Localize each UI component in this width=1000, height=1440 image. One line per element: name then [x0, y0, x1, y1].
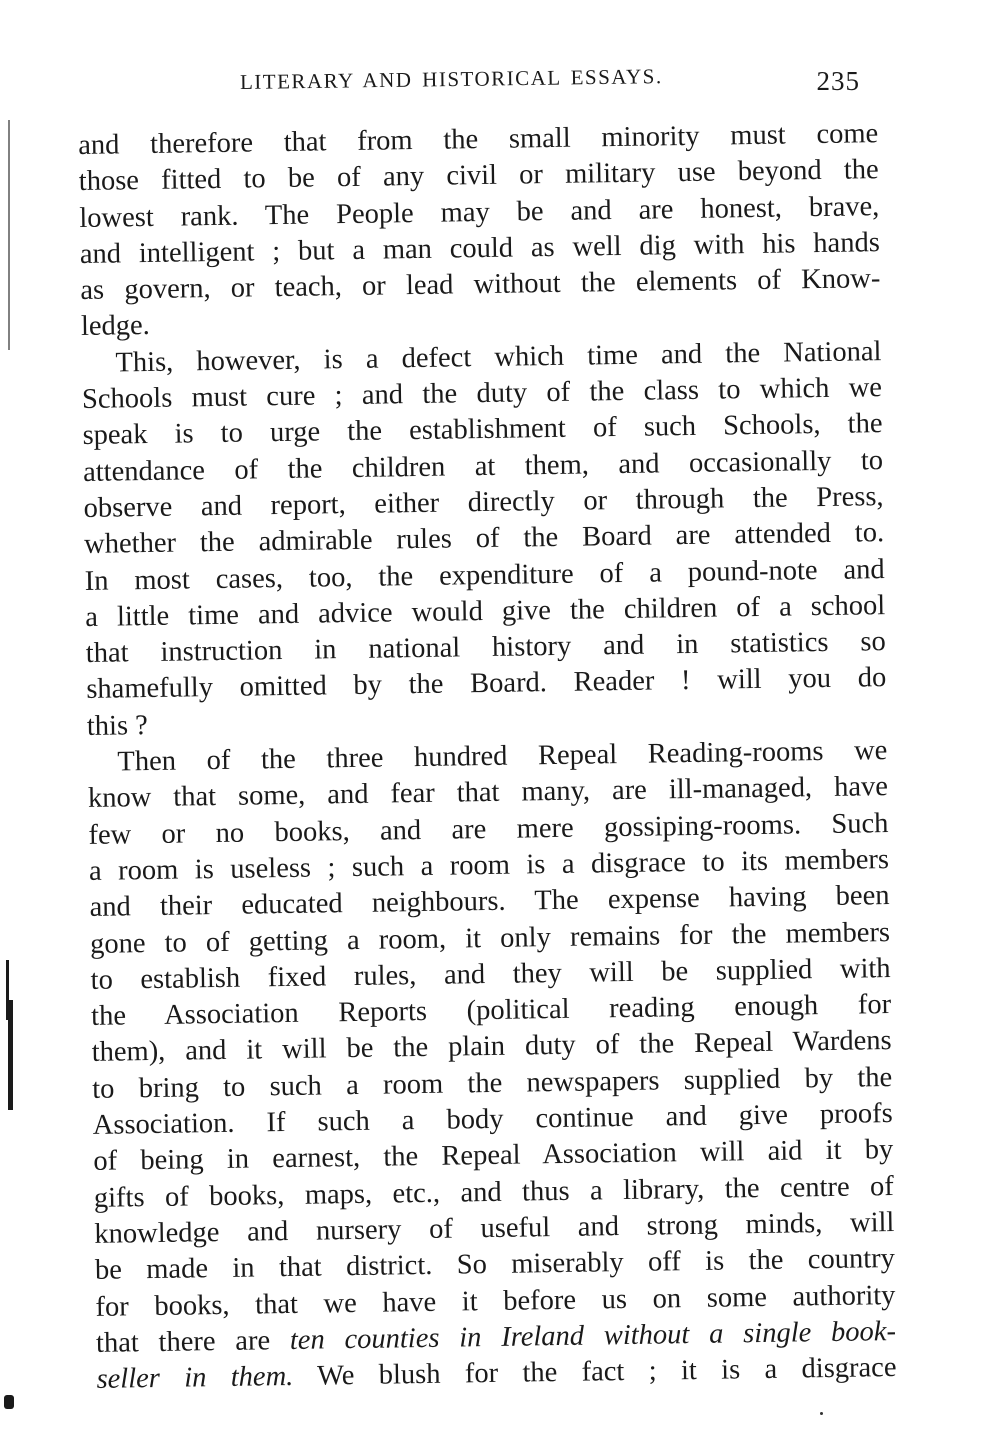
text-line: that instruction in national history and in statistics so [85, 626, 886, 670]
text-line: speak is to urge the establishment of such Schools, the [82, 408, 883, 452]
scan-speck [820, 1412, 823, 1415]
body-text [78, 116, 897, 1398]
text-line: whether the admirable rules of the Board are attended to. [83, 517, 885, 561]
italic-phrase: seller in them. [96, 1361, 294, 1395]
text-line: of being in earnest, the Repeal Association will aid it by [93, 1134, 894, 1178]
paragraph-start-line: Then of the three hundred Repeal Reading-rooms we [117, 735, 888, 778]
text-line: know that some, and fear that many, are ill-managed, have [87, 771, 889, 815]
scan-edge-mark [8, 1000, 13, 1110]
text-line: attendance of the children at them, and occasionally to [82, 444, 884, 488]
italic-phrase: ten counties in Ireland without a single book- [289, 1315, 897, 1356]
text-line: as govern, or teach, or lead without the elements of Know- [80, 263, 881, 307]
page-header [80, 66, 870, 106]
line-text: We blush for the fact ; it is a disgrace [293, 1352, 897, 1393]
text-line: and therefore that from the small minority must come [78, 118, 879, 161]
text-line: shamefully omitted by the Board. Reader ! will you do [86, 662, 887, 706]
text-line: a little time and advice would give the children of a school [85, 589, 886, 633]
page-number: 235 [816, 66, 860, 96]
text-line: knowledge and nursery of useful and strong minds, will [94, 1206, 895, 1250]
text-line: a room is useless ; such a room is a disgrace to its members [88, 843, 890, 887]
paragraph-start-line: This, however, is a defect which time and the National [115, 335, 882, 379]
text-line: those fitted to be of any civil or military use beyond the [78, 154, 879, 198]
text-line: Association. If such a body continue and give proofs [92, 1098, 893, 1141]
text-line: gone to of getting a room, it only remains for the members [89, 916, 891, 960]
text-line: and their educated neighbours. The expense having been [89, 880, 890, 924]
text-line: to establish fixed rules, and they will be supplied with [90, 952, 891, 996]
text-line: this ? [86, 709, 149, 742]
text-line: be made in that district. So miserably off is the country [94, 1243, 896, 1287]
scan-edge-mark [4, 1395, 14, 1409]
text-line: gifts of books, maps, etc., and thus a library, the centre of [93, 1170, 895, 1214]
line-text: that there are [95, 1324, 291, 1359]
text-line: few or no books, and are mere gossiping-rooms. Such [88, 807, 889, 851]
text-line: and intelligent ; but a man could as well dig with his hands [79, 227, 881, 270]
text-line: observe and report, either directly or through the Press, [83, 481, 884, 524]
text-line: the Association Reports (political reading enough for [90, 989, 892, 1033]
text-line: In most cases, too, the expenditure of a pound-note and [84, 553, 885, 597]
text-line: ledge. [80, 310, 151, 343]
text-line: for books, that we have it before us on some authority [95, 1279, 896, 1323]
text-line: them), and it will be the plain duty of the Repeal Wardens [91, 1025, 892, 1069]
text-line: lowest rank. The People may be and are honest, brave, [79, 190, 880, 234]
running-head: LITERARY AND HISTORICAL ESSAYS. [239, 64, 663, 94]
text-line: to bring to such a room the newspapers supplied by the [92, 1061, 893, 1105]
scan-edge-mark [8, 120, 10, 350]
text-line: Schools must cure ; and the duty of the class to which we [81, 372, 883, 416]
